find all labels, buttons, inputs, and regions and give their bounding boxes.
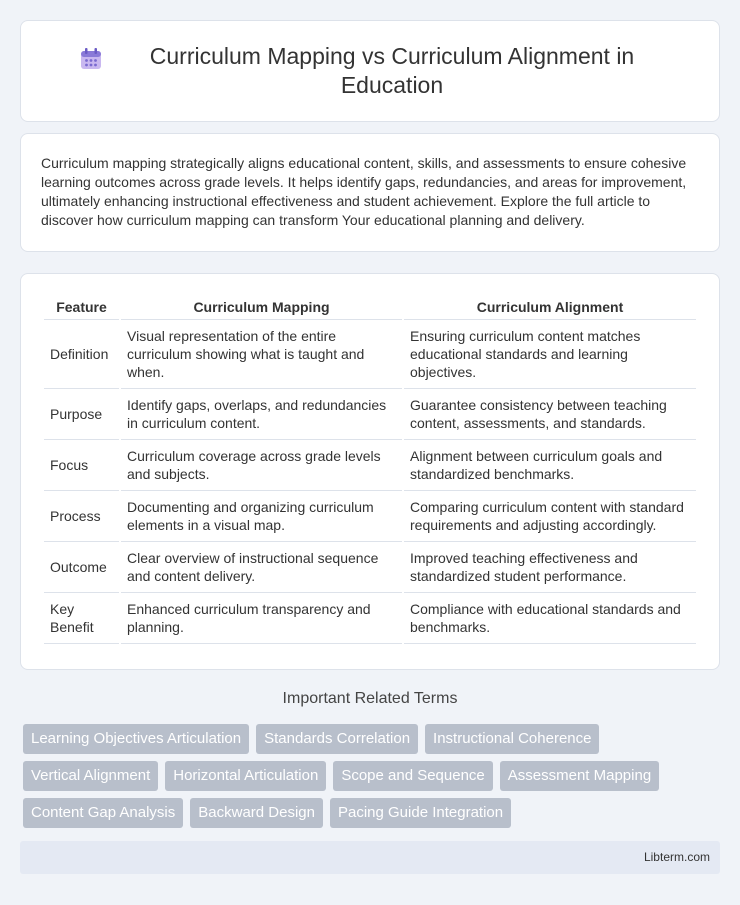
table-row xyxy=(44,320,696,389)
tag-vertical-alignment[interactable]: Vertical Alignment xyxy=(23,761,158,791)
table-row xyxy=(44,542,696,593)
page-title: Curriculum Mapping vs Curriculum Alignment in Education xyxy=(149,43,635,98)
row-alignment-value: Compliance with educational standards and benchmarks. xyxy=(404,593,696,644)
tag-standards-correlation[interactable]: Standards Correlation xyxy=(256,724,418,754)
table-row xyxy=(44,491,696,542)
row-mapping-value: Visual representation of the entire curriculum showing what is taught and when. xyxy=(121,320,402,389)
row-feature: Focus xyxy=(44,440,119,491)
row-alignment-value: Alignment between curriculum goals and standardized benchmarks. xyxy=(404,440,696,491)
header-curriculum-mapping: Curriculum Mapping xyxy=(121,294,402,320)
header-feature: Feature xyxy=(44,294,119,320)
footer xyxy=(20,841,720,874)
row-feature: Definition xyxy=(44,320,119,389)
tag-assessment-mapping[interactable]: Assessment Mapping xyxy=(500,761,659,791)
row-mapping-value: Identify gaps, overlaps, and redundancies in curriculum content. xyxy=(121,389,402,440)
tag-instructional-coherence[interactable]: Instructional Coherence xyxy=(425,724,599,754)
calendar-icon xyxy=(78,46,104,72)
header-curriculum-alignment: Curriculum Alignment xyxy=(404,294,696,320)
row-feature: Purpose xyxy=(44,389,119,440)
tag-pacing-guide-integration[interactable]: Pacing Guide Integration xyxy=(330,798,511,828)
related-terms-title: Important Related Terms xyxy=(282,690,458,707)
tag-content-gap-analysis[interactable]: Content Gap Analysis xyxy=(23,798,183,828)
row-alignment-value: Comparing curriculum content with standard requirements and adjusting accordingly. xyxy=(404,491,696,542)
row-alignment-value: Guarantee consistency between teaching content, assessments, and standards. xyxy=(404,389,696,440)
row-alignment-value: Improved teaching effectiveness and standardized student performance. xyxy=(404,542,696,593)
row-alignment-value: Ensuring curriculum content matches educational standards and learning objectives. xyxy=(404,320,696,389)
row-mapping-value: Enhanced curriculum transparency and planning. xyxy=(121,593,402,644)
table-row xyxy=(44,389,696,440)
tag-horizontal-articulation[interactable]: Horizontal Articulation xyxy=(165,761,326,791)
comparison-card xyxy=(20,273,720,670)
intro-card xyxy=(20,133,720,252)
intro-paragraph: Curriculum mapping strategically aligns educational content, skills, and assessments to ensure cohesive learning outcomes across grade levels. It helps identify gaps, redundancies, and areas for improvement, ultimately enhancing instructional effectiveness and student achievement. Explore the full article to discover how curriculum mapping can transform Your educational planning and delivery. xyxy=(41,155,687,228)
tag-learning-objectives-articulation[interactable]: Learning Objectives Articulation xyxy=(23,724,249,754)
footer-site-link[interactable]: Libterm.com xyxy=(643,850,710,864)
table-row xyxy=(44,440,696,491)
tag-backward-design[interactable]: Backward Design xyxy=(190,798,323,828)
row-mapping-value: Curriculum coverage across grade levels and subjects. xyxy=(121,440,402,491)
row-feature: Key Benefit xyxy=(44,593,119,644)
header xyxy=(21,42,719,100)
tag-scope-and-sequence[interactable]: Scope and Sequence xyxy=(333,761,492,791)
row-feature: Outcome xyxy=(44,542,119,593)
table-row xyxy=(44,593,696,644)
table-header-row xyxy=(44,294,696,320)
header-card xyxy=(20,20,720,122)
comparison-table xyxy=(42,294,698,644)
row-mapping-value: Clear overview of instructional sequence and content delivery. xyxy=(121,542,402,593)
row-feature: Process xyxy=(44,491,119,542)
row-mapping-value: Documenting and organizing curriculum elements in a visual map. xyxy=(121,491,402,542)
related-terms-tags xyxy=(23,724,723,828)
